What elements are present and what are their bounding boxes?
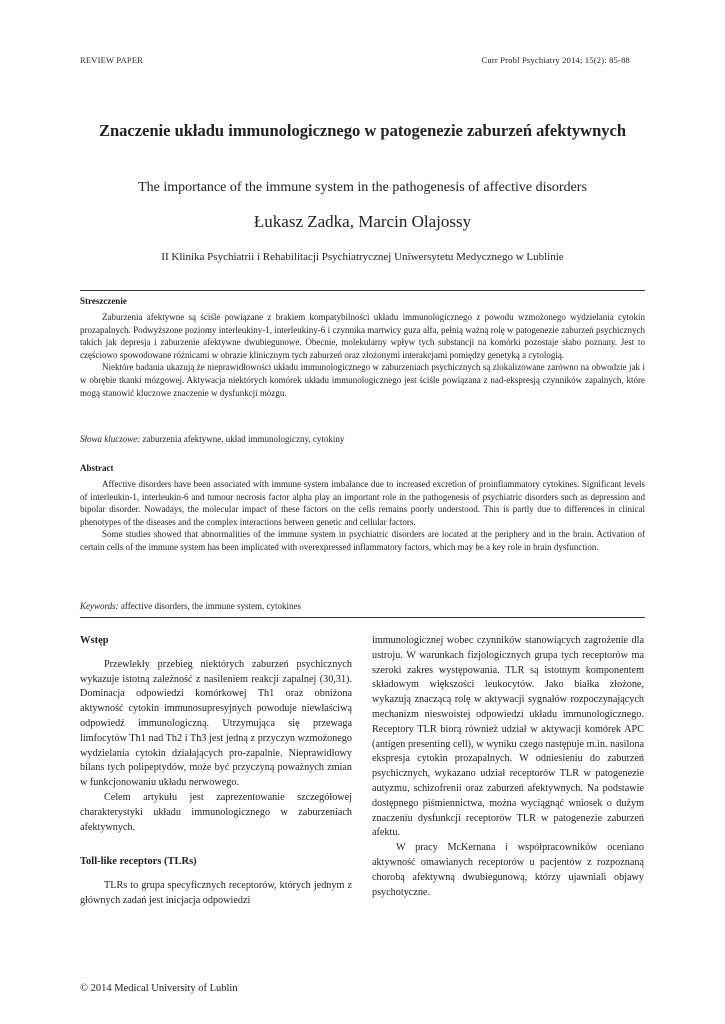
abstract-paragraph-2: Some studies showed that abnormalities of the immune system in psychiatric disorders are located at the periphery and in the brain. Activation of certain cells of the immune system has been implicated with overexpressed inflammatory factors, which may be a key role in brain dysfunction. — [80, 529, 645, 552]
divider-top — [80, 290, 645, 291]
title-english: The importance of the immune system in the pathogenesis of affective disorders — [138, 180, 587, 195]
abstract-body — [80, 478, 645, 554]
section-heading-wstep: Wstęp — [80, 635, 109, 646]
wstep-paragraph-1: Przewlekły przebieg niektórych zaburzeń psychicznych wykazuje istotną zależność z nasileniem reakcji zapalnej (30,31). Dominacja odpowiedzi komórkowej Th1 oraz obniżona aktywność cytokin immunosupresyjnych powoduje niewłaściwą odpowiedź immunologiczną. Utrzymująca się przewaga limfocytów Th1 nad Th2 i Th3 jest jedną z przyczyn wzmożonego wydzielania cytokin działających pro-zapalnie. Nieprawidłowy bilans tych polipeptydów, może być przyczyną poważnych zmian w funkcjonowaniu układu nerwowego. — [80, 658, 352, 789]
streszczenie-paragraph-1: Zaburzenia afektywne są ściśle powiązane z brakiem kompatybilności układu immunologicznego z powodu wzmożonego wydzielania cytokin prozapalnych. Podwyższone poziomy interleukiny-1, interleukiny-6 i czynnika martwicy guza alfa, pełnią ważną rolę w patogenezie zaburzeń psychicznych takich jak depresja i zaburzenie afektywne dwubiegunowe. Obecnie, molekularny wpływ tych substancji na komórki pozostaje słabo poznany. Jest to częściowo spowodowane różnicami w obrazie klinicznym tych zaburzeń oraz złożonymi interakcjami pomiędzy genetyką a cytologią. — [80, 312, 645, 360]
authors: Łukasz Zadka, Marcin Olajossy — [253, 212, 472, 231]
streszczenie-heading: Streszczenie — [80, 296, 127, 306]
tlr-paragraph-2: W pracy McKernana i współpracowników oceniano aktywność omawianych receptorów u pacjentów z rozpoznaną chorobą afektywną dwubiegunową, którzy ujawniali objawy psychotyczne. — [372, 842, 644, 898]
tlr-paragraph-1-cont: immunologicznej wobec czynników stanowiących zagrożenie dla ustroju. W warunkach fizjologicznych grupa tych receptorów ma szeroki zakres występowania. TLR są istotnym komponentem składowym większości leukocytów. Jako białka złożone, wykazują znaczącą rolę w aktywacji sygnałów rozpoczynających mechanizm nieswoistej odpowiedzi układu immunologicznego. Receptory TLR biorą również udział w aktywacji komórek APC (antigen presenting cell), w wyniku czego następuje m.in. nasilona ekspresja cytokin prozapalnych. W odniesieniu do zaburzeń psychicznych, wykazano udział receptorów TLR w patogenezie autyzmu, schizofrenii oraz zaburzeń afektywnych. Na podstawie dostępnego piśmiennictwa, można wyciągnąć wniosek o dużym znaczeniu dysfunkcji receptorów TLR w patogenezie zaburzeń afektu. — [372, 635, 644, 839]
abstract-paragraph-1: Affective disorders have been associated with immune system imbalance due to increased excretion of proinflammatory cytokines. Significant levels of interleukin-1, interleukin-6 and tumour necrosis factor alpha play an important role in the pathogenesis of psychiatric disorders such as depression and bipolar disorder. Nowadays, the molecular impact of these factors on the cells remains poorly understood. This is partly due to differences in clinical phenotypes of the diseases and the complex interactions between genetic and cellular factors. — [80, 479, 645, 527]
streszczenie-paragraph-2: Niektóre badania ukazują że nieprawidłowości układu immunologicznego w zaburzeniach psychicznych są zlokalizowane zarówno na obwodzie jak i w obrębie tkanki mózgowej. Aktywacja niektórych komórek układu immunologicznego jest ściśle powiązana z nad-ekspresją czynników zapalnych, które mogą stanowić kluczowe znaczenie w dysfunkcji mózgu. — [80, 362, 645, 398]
section-heading-tlr: Toll-like receptors (TLRs) — [80, 856, 197, 868]
tlr-paragraph-1-start: TLRs to grupa specyficznych receptorów, których jednym z głównych zadań jest inicjacja odpowiedzi — [80, 880, 352, 906]
copyright-footer: © 2014 Medical University of Lublin — [80, 983, 238, 994]
body-column-left — [80, 634, 352, 909]
running-header-right: Curr Probl Psychiatry 2014; 15(2): 85-88 — [481, 55, 630, 65]
keywords-label: Keywords: — [80, 601, 119, 611]
streszczenie-body — [80, 311, 645, 399]
body-column-right — [372, 634, 644, 900]
slowa-kluczowe — [80, 434, 645, 444]
slowa-kluczowe-label: Słowa kluczowe: — [80, 434, 141, 444]
keywords-value: affective disorders, the immune system, cytokines — [118, 601, 301, 611]
abstract-heading: Abstract — [80, 463, 114, 473]
keywords — [80, 601, 645, 611]
running-header-left: REVIEW PAPER — [80, 55, 144, 65]
title-polish: Znaczenie układu immunologicznego w patogenezie zaburzeń afektywnych — [98, 121, 627, 140]
affiliation: II Klinika Psychiatrii i Rehabilitacji Psychiatrycznej Uniwersytetu Medycznego w Lublinie — [161, 251, 564, 263]
slowa-kluczowe-value: zaburzenia afektywne, układ immunologiczny, cytokiny — [140, 434, 345, 444]
divider-bottom — [80, 617, 645, 618]
wstep-paragraph-2: Celem artykułu jest zaprezentowanie szczegółowej charakterystyki układu immunologicznego w zaburzeniach afektywnych. — [80, 791, 352, 833]
